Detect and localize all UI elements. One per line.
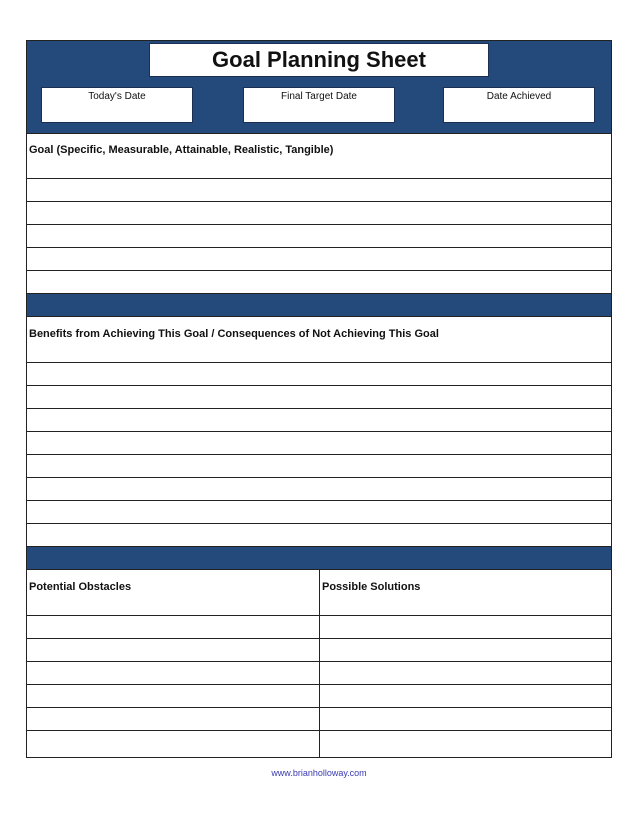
header-band: [27, 41, 611, 134]
benefits-line[interactable]: [27, 501, 611, 524]
benefits-section-heading: [27, 317, 611, 363]
benefits-line[interactable]: [27, 363, 611, 386]
footer-link[interactable]: www.brianholloway.com: [271, 768, 367, 778]
benefits-line[interactable]: [27, 409, 611, 432]
goal-line[interactable]: [27, 271, 611, 294]
sheet-title: Goal Planning Sheet: [149, 43, 489, 77]
section-divider-band: [27, 294, 611, 317]
goal-line[interactable]: [27, 179, 611, 202]
goal-line[interactable]: [27, 248, 611, 271]
section-divider-band: [27, 547, 611, 570]
todays-date-label: Today's Date: [88, 91, 146, 102]
solutions-label: Possible Solutions: [322, 581, 421, 593]
date-achieved-field[interactable]: [443, 87, 595, 123]
todays-date-field[interactable]: [41, 87, 193, 123]
goal-section-heading: [27, 133, 611, 179]
goal-line[interactable]: [27, 225, 611, 248]
benefits-line[interactable]: [27, 478, 611, 501]
obstacles-label: Potential Obstacles: [29, 581, 132, 593]
date-achieved-label: Date Achieved: [486, 91, 552, 102]
final-target-date-label: Final Target Date: [281, 91, 357, 102]
goal-planning-sheet: [26, 40, 612, 758]
benefits-line[interactable]: [27, 432, 611, 455]
goal-label: Goal (Specific, Measurable, Attainable, Realistic, Tangible): [29, 144, 334, 156]
benefits-line[interactable]: [27, 524, 611, 547]
goal-line[interactable]: [27, 202, 611, 225]
benefits-label: Benefits from Achieving This Goal / Consequences of Not Achieving This Goal: [29, 328, 439, 340]
final-target-date-field[interactable]: [243, 87, 395, 123]
benefits-line[interactable]: [27, 386, 611, 409]
column-divider: [319, 570, 320, 757]
benefits-line[interactable]: [27, 455, 611, 478]
